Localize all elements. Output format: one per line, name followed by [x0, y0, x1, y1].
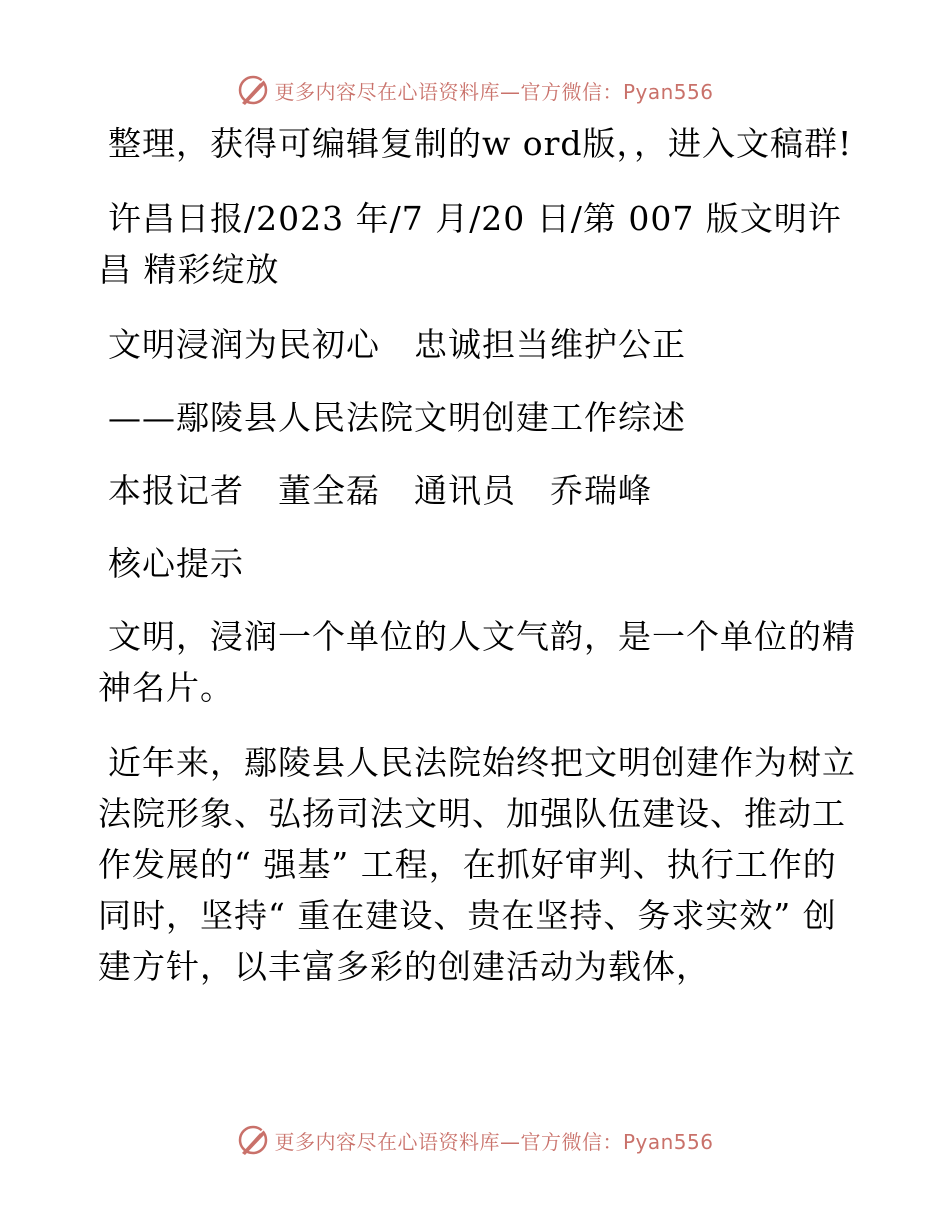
byline: 本报记者 董全磊 通讯员 乔瑞峰	[108, 471, 652, 510]
document-body	[98, 118, 858, 1016]
paragraph: 整理，获得可编辑复制的w ord版，，进入文稿群!	[108, 124, 853, 163]
watermark-text: 更多内容尽在心语资料库—官方微信：Pyan556	[274, 1129, 714, 1154]
paragraph: 文明，浸润一个单位的人文气韵，是一个单位的精神名片。	[98, 617, 856, 707]
paragraph: 近年来，鄢陵县人民法院始终把文明创建作为树立法院形象、弘扬司法文明、加强队伍建设、推动工作发展的“ 强基” 工程，在抓好审判、执行工作的同时，坚持“ 重在建设、贵在坚持、务求实效” 创建方针，以丰富多彩的创建活动为载体，	[98, 743, 856, 986]
watermark-banner-bottom	[0, 1120, 950, 1160]
watermark-banner-top	[0, 70, 950, 110]
article-title: 文明浸润为民初心 忠诚担当维护公正	[108, 325, 686, 364]
pen-logo-icon	[236, 1123, 270, 1157]
pen-logo-icon	[236, 73, 270, 107]
paragraph: 许昌日报/2023 年/7 月/20 日/第 007 版文明许昌 精彩绽放	[98, 199, 842, 289]
article-subtitle: ——鄢陵县人民法院文明创建工作综述	[108, 398, 686, 437]
watermark-text: 更多内容尽在心语资料库—官方微信：Pyan556	[274, 79, 714, 104]
section-heading: 核心提示	[108, 544, 244, 583]
